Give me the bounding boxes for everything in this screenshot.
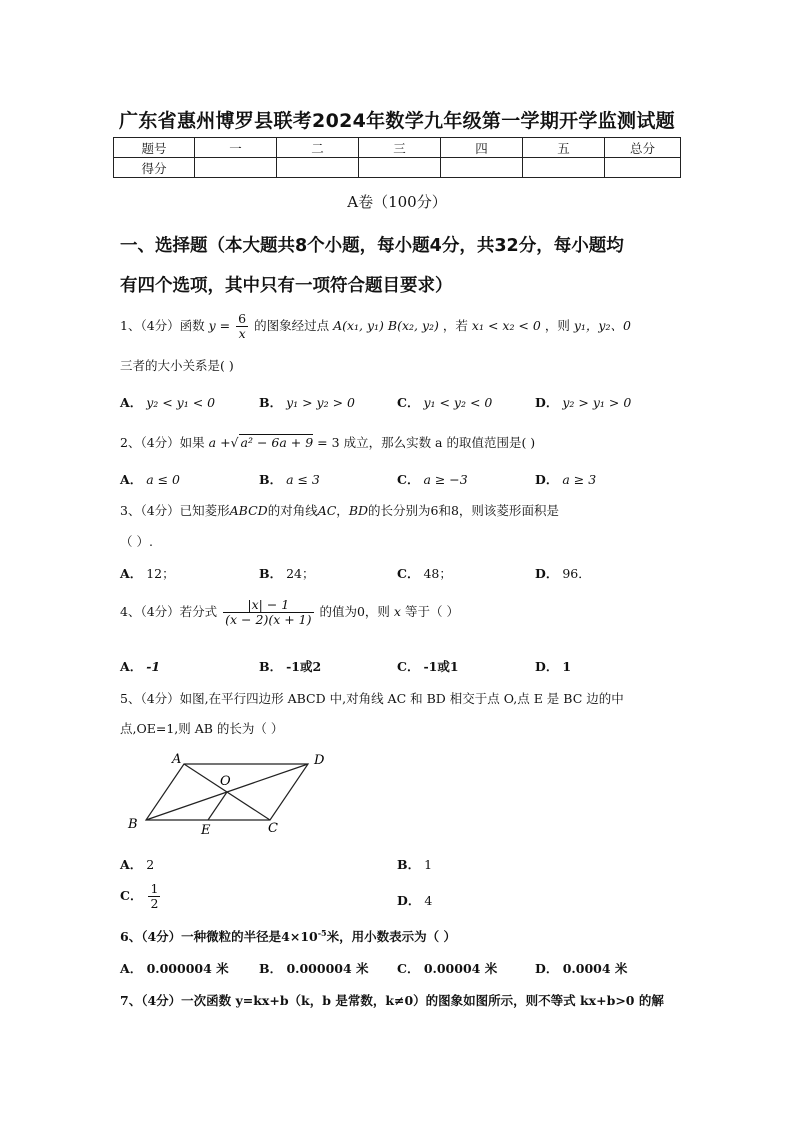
q2-option-d-text: a ≥ 3 xyxy=(562,472,597,487)
q3-option-d-text: 96． xyxy=(562,566,591,581)
q4-option-d-letter: D． xyxy=(535,659,559,674)
q1-option-a-text: y₂ < y₁ < 0 xyxy=(146,395,216,410)
label-b: B xyxy=(128,817,138,832)
q3-text-tail: 的长分别为6和8，则该菱形面积是 xyxy=(368,503,559,518)
score-header-cell: 五 xyxy=(523,138,605,158)
q2-option-c-text: a ≥ −3 xyxy=(423,472,468,487)
q1-option-d-letter: D． xyxy=(535,395,559,410)
q4-option-c-letter: C． xyxy=(397,659,420,674)
q1-option-d xyxy=(535,393,631,411)
q3-option-c-letter: C． xyxy=(397,566,420,581)
q2-option-c-letter: C． xyxy=(397,472,420,487)
score-header-cell: 四 xyxy=(441,138,523,158)
q1-option-b-text: y₁ > y₂ > 0 xyxy=(286,395,356,410)
score-row-label: 得分 xyxy=(114,158,195,178)
q5-option-a-letter: A． xyxy=(120,857,143,872)
q4-option-a-letter: A． xyxy=(120,659,143,674)
q5-option-b-text: 1 xyxy=(424,857,433,872)
q2-option-d-letter: D． xyxy=(535,472,559,487)
score-cell xyxy=(605,158,681,178)
q4-option-c xyxy=(397,657,459,675)
q2-number: 2、（4分）如果 xyxy=(120,435,205,450)
q3-option-a xyxy=(120,564,175,582)
q1-points: A(x₁, y₁) B(x₂, y₂) xyxy=(333,318,439,333)
q4-option-a xyxy=(120,657,160,675)
q6-option-d-letter: D． xyxy=(535,961,559,976)
q4-option-d-text: 1 xyxy=(562,659,572,674)
q6-tail: 米，用小数表示为（ ） xyxy=(326,929,456,944)
question-3 xyxy=(120,501,559,519)
q4-mid: 的值为0，则 xyxy=(319,604,390,619)
q3-option-d xyxy=(535,564,591,582)
q3-option-b-text: 24； xyxy=(286,566,315,581)
q4-option-b-letter: B． xyxy=(259,659,283,674)
q1-fraction xyxy=(236,312,248,341)
q2-radical-sign: √ xyxy=(230,435,239,450)
q3-comma: ， xyxy=(336,503,349,518)
q1-option-b xyxy=(259,393,355,411)
q3-text-pre: 3、（4分）已知菱形 xyxy=(120,503,230,518)
q1-function-y: y = xyxy=(208,318,231,333)
q1-option-c xyxy=(397,393,492,411)
q3-abcd: ABCD xyxy=(229,503,268,518)
question-2 xyxy=(120,433,535,451)
q4-x: x xyxy=(393,604,401,619)
q1-option-d-text: y₂ > y₁ > 0 xyxy=(562,395,632,410)
label-o: O xyxy=(220,774,231,789)
label-e: E xyxy=(201,823,211,838)
q2-expr-eq: = 3 xyxy=(317,435,340,450)
score-cell xyxy=(195,158,277,178)
q1-tail: ，则 xyxy=(544,318,570,333)
question-6 xyxy=(120,927,456,945)
q6-option-a-text: 0.000004 米 xyxy=(146,961,229,976)
q3-option-c-text: 48； xyxy=(423,566,452,581)
q6-option-a-letter: A． xyxy=(120,961,143,976)
score-header-cell: 总分 xyxy=(605,138,681,158)
section-heading-line2: 有四个选项，其中只有一项符合题目要求） xyxy=(120,276,453,296)
score-header-cell: 三 xyxy=(359,138,441,158)
q4-option-b-text: -1或2 xyxy=(286,659,322,674)
q2-option-a xyxy=(120,470,180,488)
q6-option-d-text: 0.0004 米 xyxy=(562,961,628,976)
q6-option-c-text: 0.00004 米 xyxy=(423,961,498,976)
score-cell xyxy=(359,158,441,178)
score-cell xyxy=(441,158,523,178)
q4-fraction xyxy=(223,598,313,627)
q2-option-b xyxy=(259,470,320,488)
question-1 xyxy=(120,312,631,341)
q1-mid-text: 的图象经过点 xyxy=(254,318,330,333)
score-header-cell: 题号 xyxy=(114,138,195,158)
q6-option-b xyxy=(259,959,369,977)
q1-number: 1、（4分）函数 xyxy=(120,318,205,333)
q6-option-c-letter: C． xyxy=(397,961,420,976)
q5-option-c-letter: C． xyxy=(120,888,143,903)
q1-option-c-letter: C． xyxy=(397,395,420,410)
question-4 xyxy=(120,598,459,627)
q5-line2: 点,OE=1,则 AB 的长为（ ） xyxy=(120,721,284,736)
q2-expr-a: a + xyxy=(208,435,231,450)
q5-option-d xyxy=(397,891,432,909)
q5-option-a xyxy=(120,855,154,873)
q2-option-b-letter: B． xyxy=(259,472,283,487)
q2-option-b-text: a ≤ 3 xyxy=(286,472,320,487)
q5-option-c xyxy=(120,882,162,911)
score-table xyxy=(113,137,681,178)
q1-option-a xyxy=(120,393,215,411)
q6-exponent: -5 xyxy=(317,927,327,938)
q6-option-b-text: 0.000004 米 xyxy=(286,961,369,976)
q3-ac: AC xyxy=(317,503,337,518)
q2-option-c xyxy=(397,470,468,488)
q1-vars: y₁，y₂、0 xyxy=(573,318,631,333)
q4-fraction-denominator: (x − 2)(x + 1) xyxy=(225,612,312,627)
score-cell xyxy=(523,158,605,178)
q4-fraction-numerator: |x| − 1 xyxy=(223,598,313,613)
q3-line2: （ ）. xyxy=(120,534,153,549)
exam-title: 广东省惠州博罗县联考2024年数学九年级第一学期开学监测试题 xyxy=(119,110,675,132)
q5-option-c-fraction xyxy=(148,882,160,911)
q1-option-c-text: y₁ < y₂ < 0 xyxy=(423,395,493,410)
q1-cond-prefix: ，若 xyxy=(442,318,468,333)
q1-fraction-numerator: 6 xyxy=(238,311,247,326)
score-header-cell: 一 xyxy=(195,138,277,158)
q6-option-b-letter: B． xyxy=(259,961,283,976)
q3-option-a-text: 12； xyxy=(146,566,175,581)
segment-oe xyxy=(208,792,227,820)
q2-option-a-letter: A． xyxy=(120,472,143,487)
q6-option-d xyxy=(535,959,627,977)
q6-option-a xyxy=(120,959,229,977)
q1-option-a-letter: A． xyxy=(120,395,143,410)
q5-option-b-letter: B． xyxy=(397,857,421,872)
q1-fraction-denominator: x xyxy=(238,326,246,341)
q2-option-d xyxy=(535,470,596,488)
q5-option-b xyxy=(397,855,432,873)
q4-option-a-text: -1 xyxy=(146,659,161,674)
q4-number: 4、（4分）若分式 xyxy=(120,604,218,619)
score-cell xyxy=(277,158,359,178)
q3-text-mid: 的对角线 xyxy=(267,503,318,518)
q6-pre: 6、（4分）一种微粒的半径是4×10 xyxy=(120,929,318,944)
q1-condition: x₁ < x₂ < 0 xyxy=(471,318,541,333)
q5-option-d-text: 4 xyxy=(424,893,433,908)
q3-option-b xyxy=(259,564,314,582)
score-table-header-row xyxy=(114,138,681,158)
q1-line2: 三者的大小关系是( ) xyxy=(120,358,234,373)
q2-option-a-text: a ≤ 0 xyxy=(146,472,181,487)
q5-option-c-numerator: 1 xyxy=(150,881,159,896)
q5-line1: 5、（4分）如图,在平行四边形 ABCD 中,对角线 AC 和 BD 相交于点 O,点 E 是 BC 边的中 xyxy=(120,691,624,706)
q2-tail: 成立，那么实数 a 的取值范围是( ) xyxy=(343,435,536,450)
parallelogram-figure xyxy=(120,748,340,840)
q4-option-b xyxy=(259,657,321,675)
q5-option-a-text: 2 xyxy=(146,857,155,872)
q1-option-b-letter: B． xyxy=(259,395,283,410)
q3-bd: BD xyxy=(348,503,369,518)
q3-option-d-letter: D． xyxy=(535,566,559,581)
q4-option-c-text: -1或1 xyxy=(423,659,459,674)
q7-line1: 7、（4分）一次函数 y=kx+b（k，b 是常数，k≠0）的图象如图所示，则不等式 kx+b>0 的解 xyxy=(120,993,664,1008)
q5-option-c-denominator: 2 xyxy=(150,896,159,911)
q3-option-c xyxy=(397,564,452,582)
label-d: D xyxy=(314,753,325,768)
score-header-cell: 二 xyxy=(277,138,359,158)
q3-option-b-letter: B． xyxy=(259,566,283,581)
section-heading-line1: 一、选择题（本大题共8个小题，每小题4分，共32分，每小题均 xyxy=(120,236,624,256)
label-c: C xyxy=(268,821,278,836)
q2-expr-sqrt: a² − 6a + 9 xyxy=(240,435,314,450)
q4-tail: 等于（ ） xyxy=(404,604,459,619)
q3-option-a-letter: A． xyxy=(120,566,143,581)
q6-option-c xyxy=(397,959,497,977)
q4-option-d xyxy=(535,657,571,675)
label-a: A xyxy=(172,752,182,767)
q5-option-d-letter: D． xyxy=(397,893,421,908)
paper-label: A卷（100分） xyxy=(347,193,447,211)
score-table-score-row xyxy=(114,158,681,178)
